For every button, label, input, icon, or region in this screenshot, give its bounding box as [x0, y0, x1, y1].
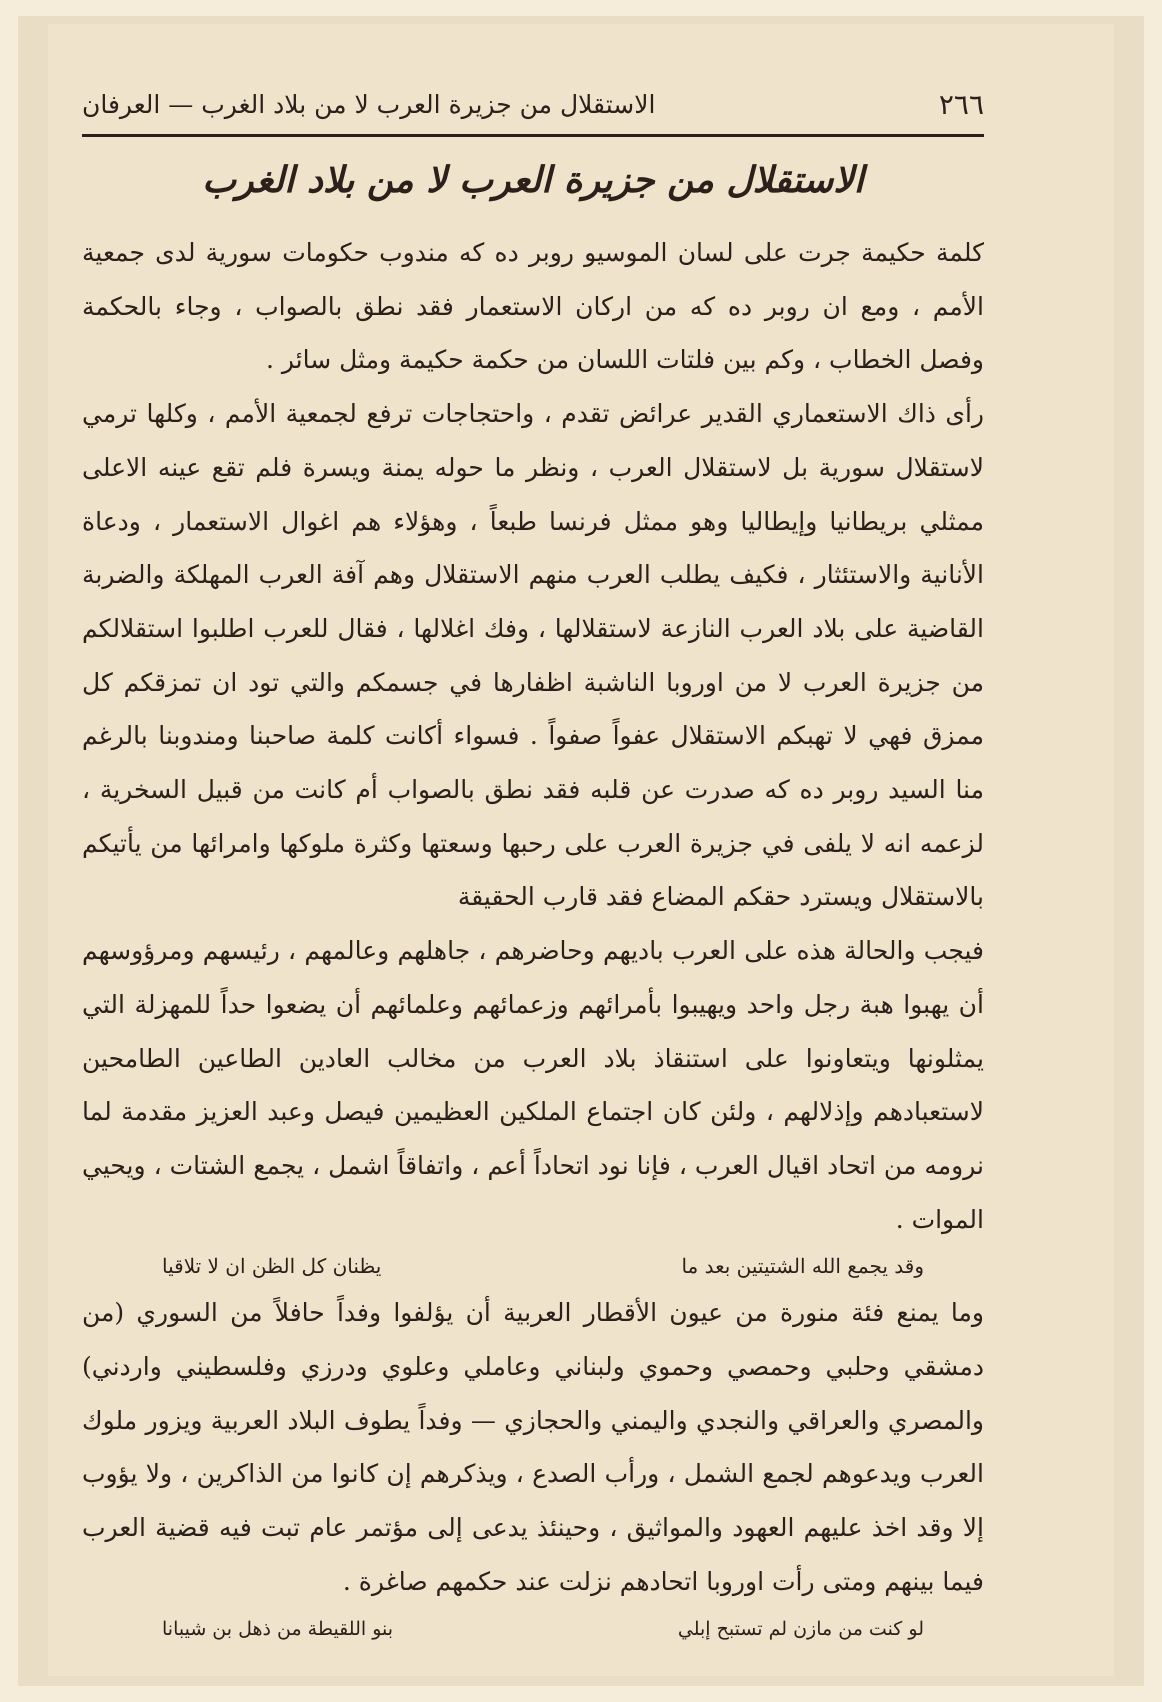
header-rule: [82, 134, 984, 137]
paragraph-1: كلمة حكيمة جرت على لسان الموسيو روبر ده كه مندوب حكومات سورية لدى جمعية الأمم ، ومع ان روبر ده كه من اركان الاستعمار فقد نطق بالصواب ، وجاء بالحكمة وفصل الخطاب ، وكم بين فلتات اللسان من حكمة حكيمة ومثل سائر .: [82, 238, 984, 375]
verse-2-second-hemistich: بنو اللقيطة من ذهل بن شيبانا: [162, 1617, 394, 1640]
article-title: الاستقلال من جزيرة العرب لا من بلاد الغرب: [202, 159, 864, 201]
paragraph-4: وما يمنع فئة منورة من عيون الأقطار العربية أن يؤلفوا وفداً حافلاً من السوري (من دمشقي وحلبي وحمصي وحموي ولبناني وعاملي وعلوي ودرزي وفلسطيني واردني) والمصري والعراقي والنجدي واليمني والحجازي — وفداً يطوف البلاد العربية ويزور ملوك العرب ويدعوهم لجمع الشمل ، ورأب الصدع ، ويذكرهم إن كانوا من الذاكرين ، ولا يؤوب إلا وقد اخذ عليهم العهود والمواثيق ، وحينئذ يدعى إلى مؤتمر عام تبت فيه قضية العرب فيما بينهم ومتى رأت اوروبا اتحادهم نزلت عند حكمهم صاغرة .: [82, 1298, 984, 1596]
paragraph-2: رأى ذاك الاستعماري القدير عرائض تقدم ، واحتجاجات ترفع لجمعية الأمم ، وكلها ترمي لاستقلال سورية بل لاستقلال العرب ، ونظر ما حوله يمنة ويسرة فلم تقع عينه الاعلى ممثلي بريطانيا وإيطاليا وهو ممثل فرنسا طبعاً ، وهؤلاء هم اغوال الاستعمار ، ودعاة الأنانية والاستئثار ، فكيف يطلب العرب منهم الاستقلال وهم آفة العرب المهلكة والضربة القاضية على بلاد العرب النازعة لاستقلالها ، وفك اغلالها ، فقال للعرب اطلبوا استقلالكم من جزيرة العرب لا من اوروبا الناشبة اظفارها في جسمكم والتي تود ان تمزقكم كل ممزق فهي لا تهبكم الاستقلال عفواً صفواً . فسواء أكانت كلمة صاحبنا ومندوبنا بالرغم منا السيد روبر ده كه صدرت عن قلبه فقد نطق بالصواب أم كانت من قبيل السخرية ، لزعمه انه لا يلفى في جزيرة العرب على رحبها وسعتها وكثرة ملوكها وامرائها من يأتيكم بالاستقلال ويسترد حقكم المضاع فقد قارب الحقيقة: [82, 399, 984, 912]
running-title: الاستقلال من جزيرة العرب لا من بلاد الغرب — العرفان: [82, 89, 656, 119]
verse-1-first-hemistich: وقد يجمع الله الشتيتين بعد ما: [681, 1254, 924, 1279]
page-number: ٢٦٦: [938, 87, 984, 121]
verse-2: [82, 1609, 984, 1649]
article-body: [82, 226, 984, 1649]
verse-2-first-hemistich: لو كنت من مازن لم تستبح إبلي: [677, 1617, 924, 1640]
running-header: [82, 80, 984, 128]
verse-1: [82, 1246, 984, 1286]
verse-1-second-hemistich: يظنان كل الظن ان لا تلاقيا: [162, 1254, 382, 1279]
paragraph-3: فيجب والحالة هذه على العرب باديهم وحاضرهم ، جاهلهم وعالمهم ، رئيسهم ومرؤوسهم أن يهبوا هبة رجل واحد ويهيبوا بأمرائهم وزعمائهم وعلمائهم أن يضعوا حداً للمهزلة التي يمثلونها ويتعاونوا على استنقاذ بلاد العرب من مخالب العادين الطاعين الطامحين لاستعبادهم وإذلالهم ، ولئن كان اجتماع الملكين العظيمين فيصل وعبد العزيز مقدمة لما نرومه من اتحاد اقيال العرب ، فإنا نود اتحاداً أعم ، واتفاقاً اشمل ، يجمع الشتات ، ويحيي الموات .: [82, 936, 984, 1234]
